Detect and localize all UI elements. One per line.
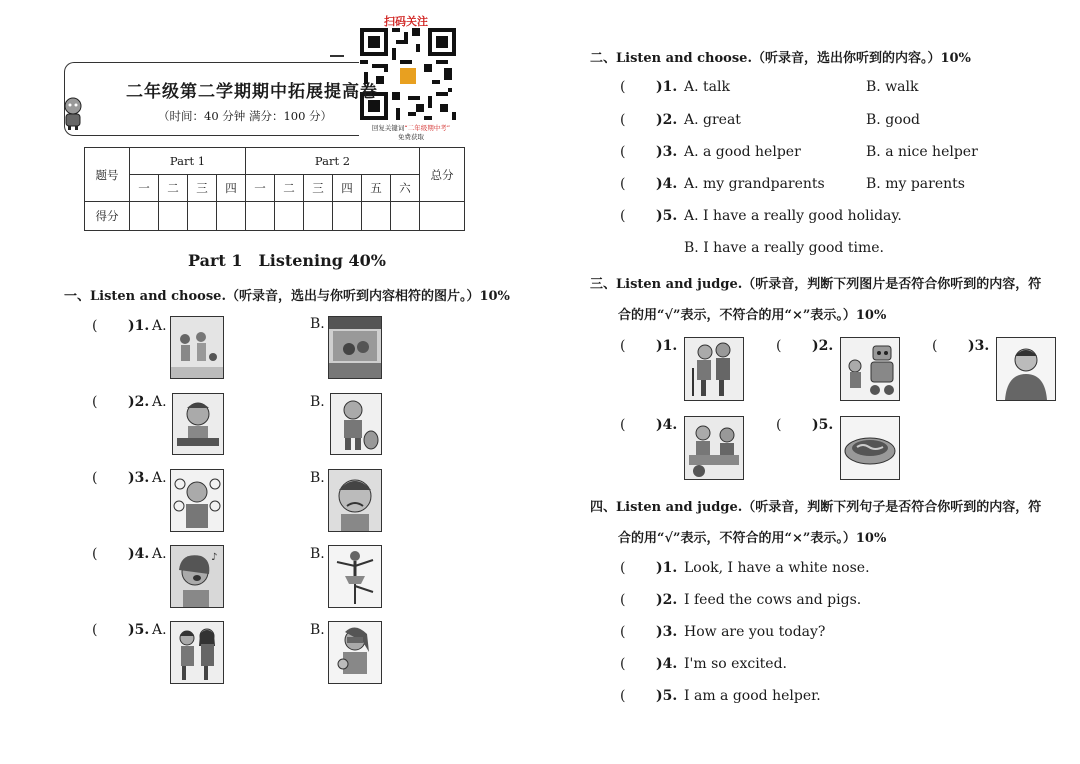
row-label-number: 题号 <box>85 148 130 202</box>
part1-header: Part 1 <box>130 148 246 175</box>
picture-b[interactable] <box>328 621 382 684</box>
paren-left: ( <box>932 338 938 354</box>
paren-left: ( <box>92 546 98 562</box>
paren-left: ( <box>620 338 626 354</box>
paren-left: ( <box>92 394 98 410</box>
option-b[interactable]: B. walk <box>866 79 919 95</box>
paren-left: ( <box>620 208 626 224</box>
item-number: )2. <box>812 338 834 354</box>
picture-a[interactable] <box>170 545 224 608</box>
item-number: )3. <box>656 144 678 160</box>
option-a[interactable]: A. I have a really good holiday. <box>684 208 902 224</box>
paren-left: ( <box>620 144 626 160</box>
col-header: 一 <box>246 175 275 202</box>
score-cell[interactable] <box>304 202 333 231</box>
item-number: )5. <box>812 417 834 433</box>
col-header: 二 <box>159 175 188 202</box>
picture-b[interactable] <box>328 316 382 379</box>
svg-text:♪: ♪ <box>211 552 218 563</box>
paren-left: ( <box>776 417 782 433</box>
sentence: I feed the cows and pigs. <box>684 592 862 608</box>
score-table <box>84 147 465 231</box>
col-header: 一 <box>130 175 159 202</box>
score-cell[interactable] <box>130 202 159 231</box>
section1-heading: 一、Listen and choose.（听录音，选出与你听到内容相符的图片。）10% <box>64 289 510 304</box>
paren-left: ( <box>620 688 626 704</box>
item-number: )4. <box>128 546 150 562</box>
picture[interactable] <box>840 416 900 480</box>
part2-header: Part 2 <box>246 148 420 175</box>
option-b[interactable]: B. I have a really good time. <box>684 240 884 256</box>
paren-left: ( <box>620 624 626 640</box>
option-a-label: A. <box>152 394 167 410</box>
item-number: )1. <box>656 338 678 354</box>
option-b-label: B. <box>310 470 325 486</box>
picture[interactable] <box>996 337 1056 401</box>
picture[interactable] <box>840 337 900 401</box>
paren-left: ( <box>92 470 98 486</box>
paren-left: ( <box>620 417 626 433</box>
item-number: )3. <box>128 470 150 486</box>
picture-b[interactable] <box>328 469 382 532</box>
col-header: 三 <box>304 175 333 202</box>
option-b-label: B. <box>310 394 325 410</box>
score-cell[interactable] <box>391 202 420 231</box>
qr-code[interactable] <box>360 28 456 120</box>
picture-a[interactable] <box>172 393 224 455</box>
score-cell[interactable] <box>217 202 246 231</box>
picture-a[interactable] <box>170 621 224 684</box>
item-number: )1. <box>656 560 678 576</box>
section4-heading-line2: 合的用“√”表示，不符合的用“×”表示。）10% <box>618 531 887 546</box>
picture-b[interactable] <box>328 545 382 608</box>
option-a-label: A. <box>152 546 167 562</box>
sentence: I'm so excited. <box>684 656 787 672</box>
option-b[interactable]: B. my parents <box>866 176 965 192</box>
divider <box>330 55 344 57</box>
sentence: Look, I have a white nose. <box>684 560 870 576</box>
section2-heading: 二、Listen and choose.（听录音，选出你听到的内容。）10% <box>590 51 971 66</box>
picture-b[interactable] <box>330 393 382 455</box>
option-a-label: A. <box>152 318 167 334</box>
page-title: 二年级第二学期期中拓展提高卷 <box>126 82 378 102</box>
cartoon-icon <box>60 96 86 130</box>
paren-left: ( <box>620 112 626 128</box>
score-cell[interactable] <box>362 202 391 231</box>
item-number: )5. <box>656 208 678 224</box>
option-b[interactable]: B. good <box>866 112 920 128</box>
page-subtitle: （时间：40 分钟 满分：100 分） <box>158 109 333 123</box>
col-header: 三 <box>188 175 217 202</box>
paren-left: ( <box>92 318 98 334</box>
score-cell[interactable] <box>333 202 362 231</box>
option-b-label: B. <box>310 316 325 332</box>
total-header: 总分 <box>420 148 465 202</box>
paren-left: ( <box>620 79 626 95</box>
qr-note: 回复关键词“二年级期中考” 免费获取 <box>371 124 451 141</box>
score-cell[interactable] <box>159 202 188 231</box>
picture[interactable] <box>684 337 744 401</box>
paren-left: ( <box>620 176 626 192</box>
paren-left: ( <box>620 656 626 672</box>
score-cell-total[interactable] <box>420 202 465 231</box>
item-number: )4. <box>656 417 678 433</box>
option-b-label: B. <box>310 546 325 562</box>
section4-heading-line1: 四、Listen and judge.（听录音，判断下列句子是否符合你听到的内容，符 <box>590 500 1042 515</box>
section3-heading-line2: 合的用“√”表示，不符合的用“×”表示。）10% <box>618 308 887 323</box>
item-number: )2. <box>656 592 678 608</box>
qr-label: 扫码关注 <box>384 15 428 28</box>
option-a[interactable]: A. talk <box>684 79 730 95</box>
paren-left: ( <box>776 338 782 354</box>
col-header: 四 <box>217 175 246 202</box>
score-cell[interactable] <box>275 202 304 231</box>
row-label-score: 得分 <box>85 202 130 231</box>
option-a[interactable]: A. great <box>684 112 741 128</box>
item-number: )3. <box>656 624 678 640</box>
col-header: 六 <box>391 175 420 202</box>
option-a-label: A. <box>152 622 167 638</box>
col-header: 五 <box>362 175 391 202</box>
item-number: )1. <box>128 318 150 334</box>
paren-left: ( <box>620 560 626 576</box>
paren-left: ( <box>92 622 98 638</box>
option-b[interactable]: B. a nice helper <box>866 144 978 160</box>
part1-heading: Part 1 Listening 40% <box>188 251 386 270</box>
item-number: )5. <box>128 622 150 638</box>
section3-heading-line1: 三、Listen and judge.（听录音，判断下列图片是否符合你听到的内容，符 <box>590 277 1042 292</box>
picture-a[interactable] <box>170 469 224 532</box>
sentence: How are you today? <box>684 624 826 640</box>
picture-a[interactable] <box>170 316 224 379</box>
item-number: )2. <box>128 394 150 410</box>
score-cell[interactable] <box>246 202 275 231</box>
option-a[interactable]: A. a good helper <box>684 144 801 160</box>
item-number: )4. <box>656 656 678 672</box>
col-header: 四 <box>333 175 362 202</box>
option-b-label: B. <box>310 622 325 638</box>
item-number: )4. <box>656 176 678 192</box>
option-a-label: A. <box>152 470 167 486</box>
col-header: 二 <box>275 175 304 202</box>
sentence: I am a good helper. <box>684 688 821 704</box>
paren-left: ( <box>620 592 626 608</box>
item-number: )3. <box>968 338 990 354</box>
item-number: )5. <box>656 688 678 704</box>
item-number: )2. <box>656 112 678 128</box>
item-number: )1. <box>656 79 678 95</box>
score-cell[interactable] <box>188 202 217 231</box>
option-a[interactable]: A. my grandparents <box>684 176 825 192</box>
picture[interactable] <box>684 416 744 480</box>
